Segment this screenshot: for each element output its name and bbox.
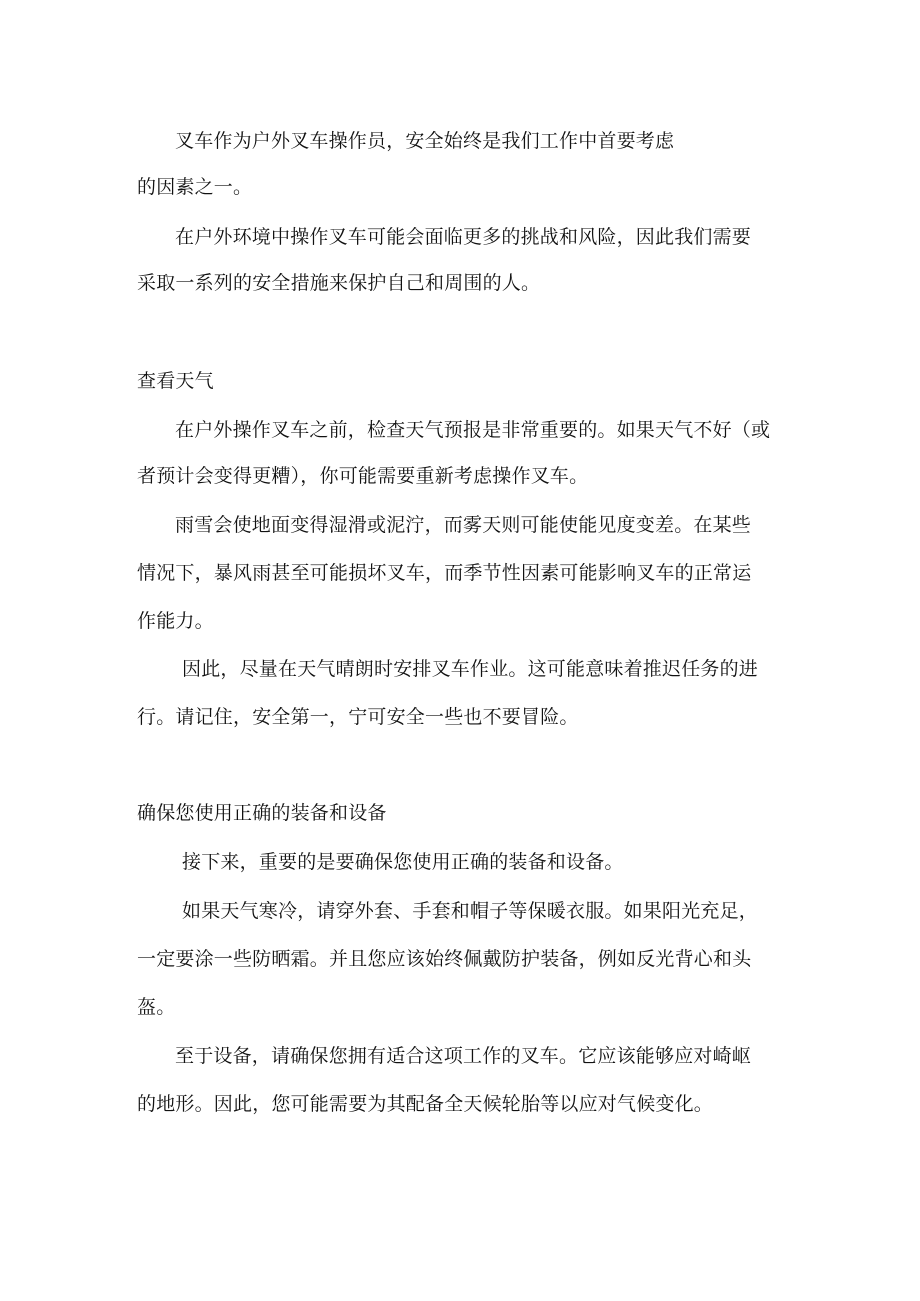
intro-line-3: 在户外环境中操作叉车可能会面临更多的挑战和风险，因此我们需要	[175, 226, 752, 248]
weather-paragraph-3-line-1: 因此，尽量在天气晴朗时安排叉车作业。这可能意味着推迟任务的进	[182, 658, 759, 680]
weather-paragraph-1-line-1: 在户外操作叉车之前，检查天气预报是非常重要的。如果天气不好（或	[175, 419, 771, 441]
equipment-paragraph-2-line-1: 如果天气寒冷，请穿外套、手套和帽子等保暖衣服。如果阳光充足，	[182, 900, 759, 922]
equipment-paragraph-2-line-3: 盔。	[137, 996, 176, 1018]
weather-paragraph-2-line-1: 雨雪会使地面变得湿滑或泥泞，而雾天则可能使能见度变差。在某些	[175, 514, 752, 536]
weather-paragraph-2-line-3: 作能力。	[137, 610, 214, 632]
weather-paragraph-1-line-2: 者预计会变得更糟），你可能需要重新考虑操作叉车。	[137, 465, 589, 487]
section-heading-weather: 查看天气	[137, 370, 214, 392]
equipment-paragraph-3-line-2: 的地形。因此，您可能需要为其配备全天候轮胎等以应对气候变化。	[137, 1093, 714, 1115]
equipment-paragraph-3-line-1: 至于设备，请确保您拥有适合这项工作的叉车。它应该能够应对崎岖	[175, 1045, 752, 1067]
intro-line-2: 的因素之一。	[137, 176, 253, 198]
equipment-paragraph-1-line-1: 接下来，重要的是要确保您使用正确的装备和设备。	[182, 851, 624, 873]
intro-line-4: 采取一系列的安全措施来保护自己和周围的人。	[137, 272, 541, 294]
equipment-paragraph-2-line-2: 一定要涂一些防晒霜。并且您应该始终佩戴防护装备，例如反光背心和头	[137, 948, 752, 970]
weather-paragraph-3-line-2: 行。请记住，安全第一，宁可安全一些也不要冒险。	[137, 706, 579, 728]
intro-line-1: 叉车作为户外叉车操作员，安全始终是我们工作中首要考虑	[175, 130, 675, 152]
section-heading-equipment: 确保您使用正确的装备和设备	[137, 802, 387, 824]
weather-paragraph-2-line-2: 情况下，暴风雨甚至可能损坏叉车，而季节性因素可能影响叉车的正常运	[137, 562, 752, 584]
